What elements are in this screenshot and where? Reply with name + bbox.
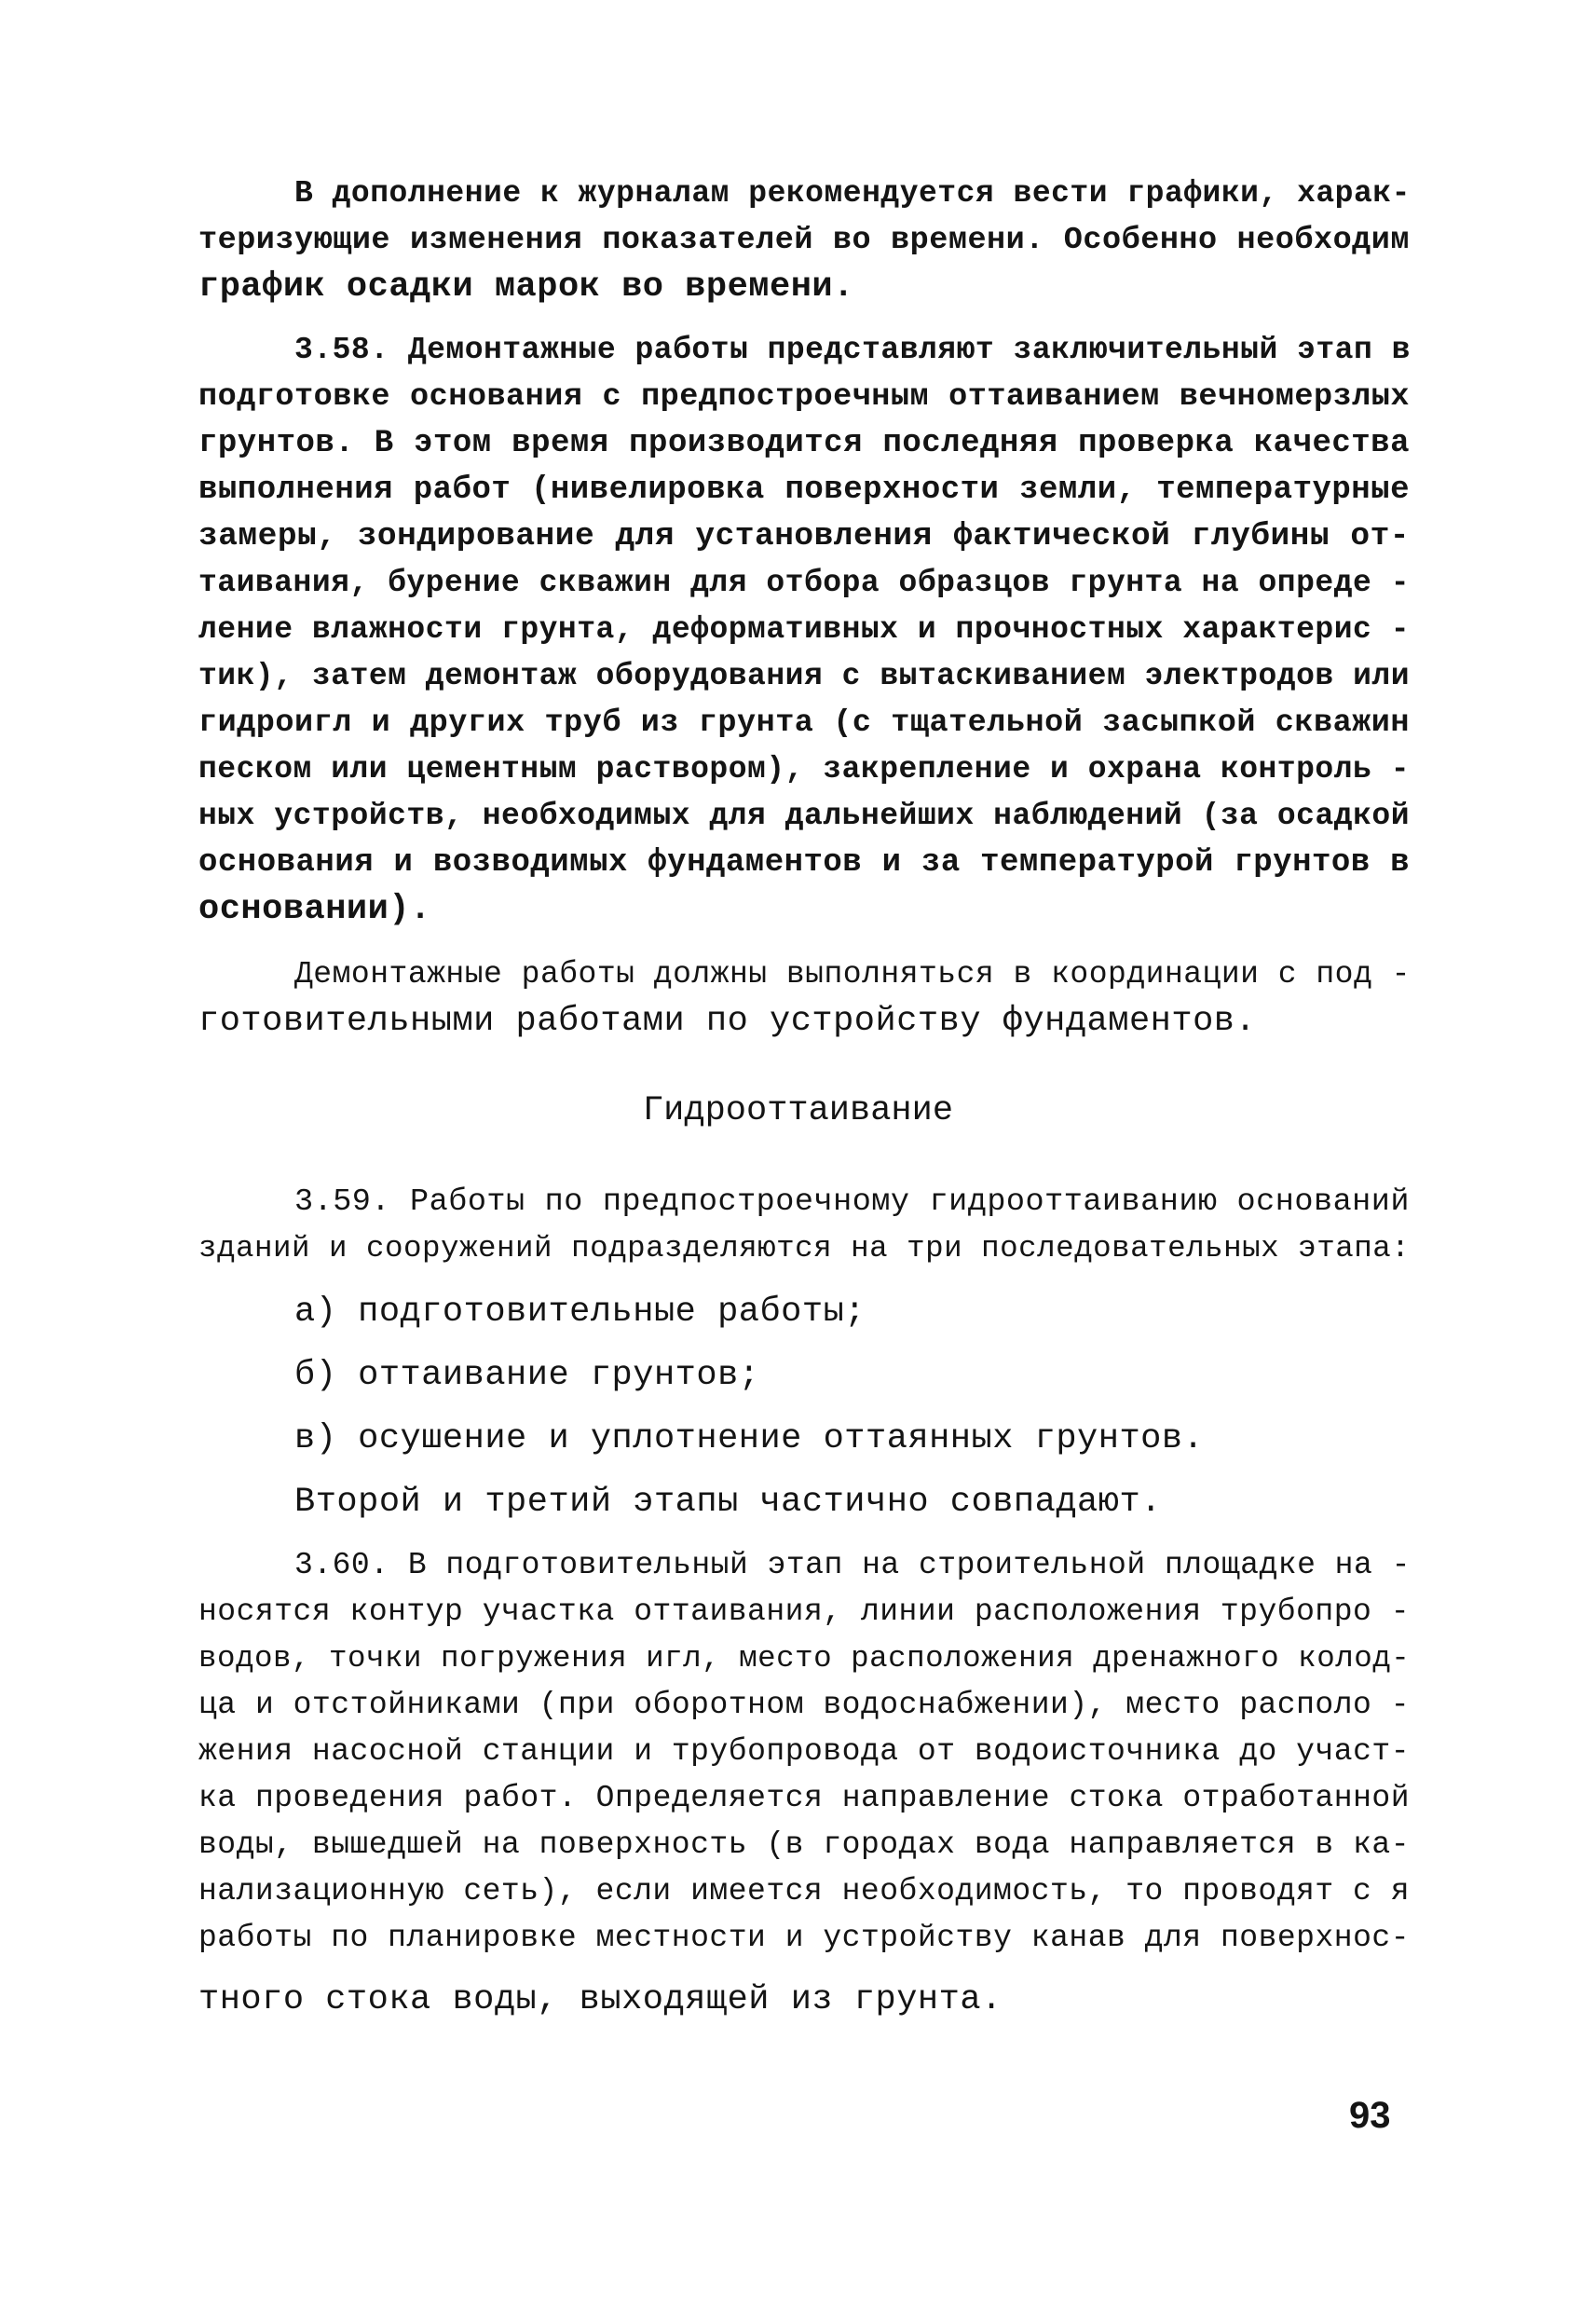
- paragraph-3-60-line: тного стока воды, выходящей из грунта.: [198, 1980, 1003, 2019]
- paragraph-3-58-line: подготовке основания с предпостроечным оттаиванием вечномерзлых: [198, 379, 1410, 415]
- paragraph-3-58-line: 3.58. Демонтажные работы представляют заключительный этап в: [294, 333, 1411, 367]
- paragraph-3-58-line: песком или цементным раствором), закрепление и охрана контроль -: [198, 752, 1410, 787]
- paragraph-3-60-line: жения насосной станции и трубопровода от водоисточника до участ-: [198, 1734, 1410, 1769]
- paragraph-3-60-line: нализационную сеть), если имеется необходимость, то проводят с я: [198, 1874, 1410, 1908]
- paragraph-dismantling-line: Демонтажные работы должны выполняться в координации с под -: [294, 957, 1411, 992]
- paragraph-3-58-line: ных устройств, необходимых для дальнейших наблюдений (за осадкой: [198, 799, 1410, 833]
- paragraph-3-60-line: водов, точки погружения игл, место расположения дренажного колод-: [198, 1641, 1411, 1676]
- paragraph-3-60-line: воды, вышедшей на поверхность (в городах вода направляется в ка-: [198, 1827, 1410, 1862]
- paragraph-1-line: теризующие изменения показателей во времени. Особенно необходим: [198, 223, 1410, 258]
- paragraph-3-58-line: грунтов. В этом время производится последняя проверка качества: [198, 426, 1410, 461]
- paragraph-3-58-line: тик), затем демонтаж оборудования с вытаскиванием электродов или: [198, 659, 1410, 693]
- paragraph-1-line: график осадки марок во времени.: [198, 267, 854, 307]
- list-item: в) осушение и уплотнение оттаянных грунтов.: [294, 1419, 1205, 1458]
- paragraph-3-60-line: носятся контур участка оттаивания, линии расположения трубопро -: [198, 1594, 1410, 1629]
- paragraph-3-59-line: зданий и сооружений подразделяются на три последовательных этапа:: [198, 1231, 1411, 1265]
- paragraph-3-59-line: 3.59. Работы по предпостроечному гидрооттаиванию оснований: [294, 1184, 1410, 1220]
- paragraph-1-line: В дополнение к журналам рекомендуется вести графики, харак-: [294, 176, 1411, 211]
- paragraph-dismantling-line: готовительными работами по устройству фундаментов.: [198, 1002, 1257, 1041]
- paragraph-3-60-line: ка проведения работ. Определяется направление стока отработанной: [198, 1781, 1410, 1815]
- list-item: б) оттаивание грунтов;: [294, 1356, 760, 1395]
- list-item: а) подготовительные работы;: [294, 1293, 866, 1332]
- paragraph-3-58-line: ление влажности грунта, деформативных и прочностных характерис -: [198, 612, 1410, 647]
- paragraph-3-60-line: ца и отстойниками (при оборотном водоснабжении), место располо -: [198, 1688, 1410, 1722]
- section-heading: Гидрооттаивание: [642, 1091, 954, 1130]
- paragraph-3-60-line: 3.60. В подготовительный этап на строительной площадке на -: [294, 1548, 1411, 1582]
- paragraph-3-58-line: гидроигл и других труб из грунта (с тщательной засыпкой скважин: [198, 705, 1410, 741]
- paragraph-3-58-line: замеры, зондирование для установления фактической глубины от-: [198, 518, 1410, 554]
- paragraph-3-60-line: работы по планировке местности и устройству канав для поверхнос-: [198, 1921, 1410, 1955]
- paragraph-3-58-line: основания и возводимых фундаментов и за температурой грунтов в: [198, 845, 1410, 881]
- paragraph-3-58-line: основании).: [198, 890, 431, 929]
- paragraph-3-58-line: выполнения работ (нивелировка поверхности земли, температурные: [198, 472, 1410, 508]
- paragraph-stages-note: Второй и третий этапы частично совпадают.: [294, 1483, 1162, 1522]
- paragraph-3-58-line: таивания, бурение скважин для отбора образцов грунта на опреде -: [198, 566, 1410, 600]
- page-number: 93: [1349, 2095, 1391, 2136]
